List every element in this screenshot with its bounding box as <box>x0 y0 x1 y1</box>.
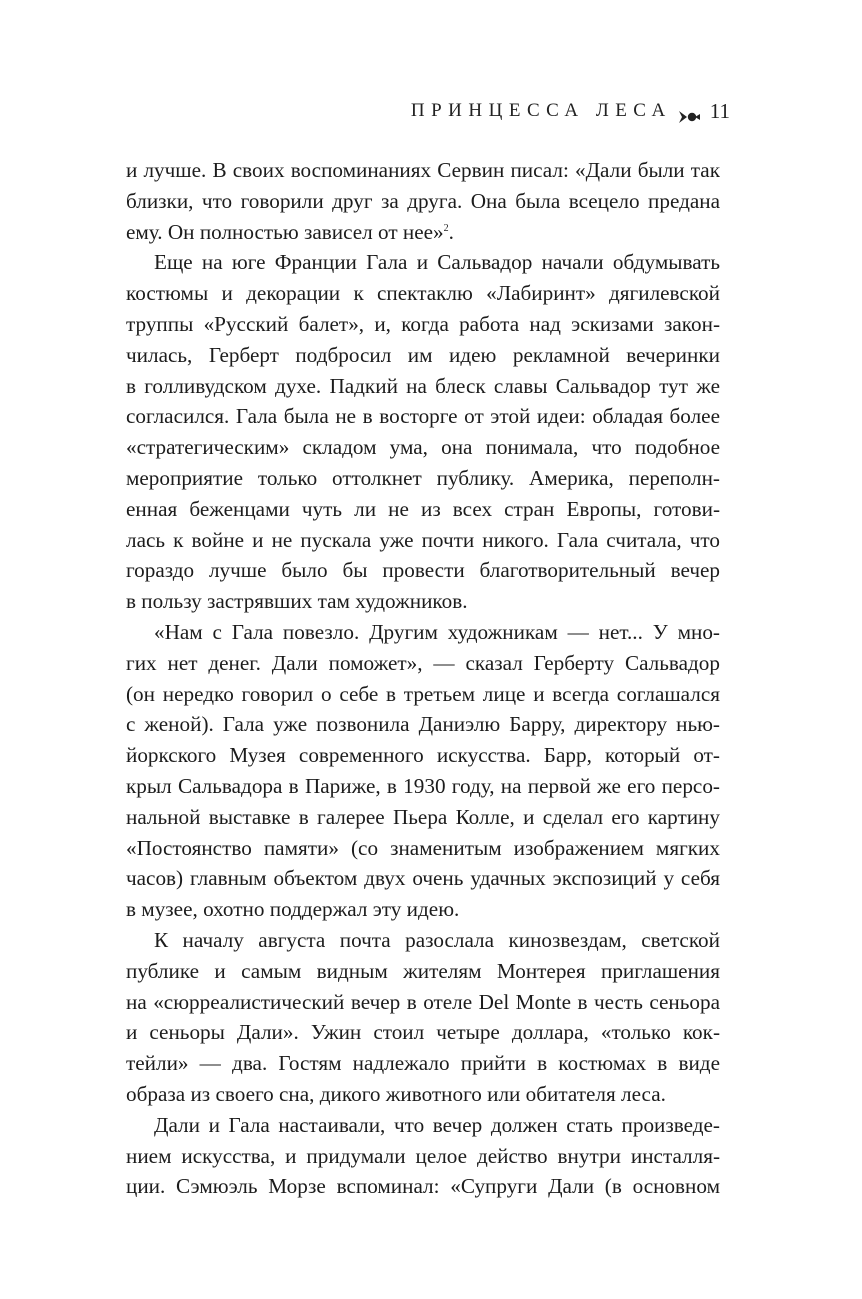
text-line-content: ему. Он полностью зависел от нее» <box>126 219 444 244</box>
text-line: костюмы и декорации к спектаклю «Лабиринт» дягилевской <box>126 281 720 306</box>
page-number: 11 <box>709 99 730 123</box>
text-line: Еще на юге Франции Гала и Сальвадор начали обдумывать <box>154 250 720 275</box>
text-line: нальной выставке в галерее Пьера Колле, и сделал его картину <box>126 804 720 829</box>
text-line: близки, что говорили друг за друга. Она была всецело предана <box>126 188 720 213</box>
fleuron-icon <box>678 104 700 118</box>
footnote-marker: 2 <box>443 222 449 234</box>
text-line: йоркского Музея современного искусства. Барр, который от- <box>126 743 720 768</box>
text-line: и лучше. В своих воспоминаниях Сервин писал: «Дали были так <box>126 158 720 182</box>
text-line: с женой). Гала уже позвонила Даниэлю Барру, директору нью- <box>126 712 720 737</box>
running-title: ПРИНЦЕССА ЛЕСА <box>410 100 672 121</box>
text-line: труппы «Русский балет», и, когда работа над эскизами закон- <box>126 311 720 336</box>
text-line: часов) главным объектом двух очень удачных экспозиций у себя <box>126 866 720 891</box>
text-line: Дали и Гала настаивали, что вечер должен стать произведе- <box>154 1112 720 1137</box>
text-line: гих нет денег. Дали поможет», — сказал Герберту Сальвадор <box>126 650 720 675</box>
text-line: образа из своего сна, дикого животного или обитателя леса. <box>126 1081 666 1106</box>
text-line: в голливудском духе. Падкий на блеск славы Сальвадор тут же <box>126 373 720 398</box>
text-line: енная беженцами чуть ли не из всех стран Европы, готови- <box>126 496 720 521</box>
running-head <box>411 96 730 126</box>
text-line: К началу августа почта разослала кинозвездам, светской <box>154 927 720 952</box>
text-line: публике и самым видным жителям Монтерея приглашения <box>126 958 720 983</box>
body-text <box>126 155 720 1202</box>
text-line: лась к войне и не пускала уже почти никого. Гала считала, что <box>126 527 720 552</box>
text-line: гораздо лучше было бы провести благотворительный вечер <box>126 558 720 583</box>
text-line: в пользу застрявших там художников. <box>126 589 468 614</box>
text-line: согласился. Гала была не в восторге от этой идеи: обладая более <box>126 404 720 429</box>
text-line: ции. Сэмюэль Морзе вспоминал: «Супруги Дали (в основном <box>126 1174 720 1199</box>
text-line: «Нам с Гала повезло. Другим художникам — нет... У мно- <box>154 619 720 644</box>
text-line: «Постоянство памяти» (со знаменитым изображением мягких <box>126 835 720 860</box>
text-line: тейли» — два. Гостям надлежало прийти в костюмах в виде <box>126 1051 720 1076</box>
text-line: ему. Он полностью зависел от нее»$^2$. <box>126 219 454 244</box>
text-line: крыл Сальвадора в Париже, в 1930 году, на первой же его персо- <box>126 773 720 798</box>
text-line: в музее, охотно поддержал эту идею. <box>126 897 460 922</box>
text-line: на «сюрреалистический вечер в отеле Del Monte в честь сеньора <box>126 989 720 1014</box>
text-line: нием искусства, и придумали целое действо внутри инсталля- <box>126 1143 720 1168</box>
text-line: «стратегическим» складом ума, она понимала, что подобное <box>126 435 720 460</box>
text-line: мероприятие только оттолкнет публику. Америка, переполн- <box>126 465 720 490</box>
text-line: чилась, Герберт подбросил им идею рекламной вечеринки <box>126 342 720 367</box>
text-line: и сеньоры Дали». Ужин стоил четыре доллара, «только кок- <box>126 1020 720 1045</box>
text-line: (он нередко говорил о себе в третьем лице и всегда соглашался <box>126 681 720 706</box>
